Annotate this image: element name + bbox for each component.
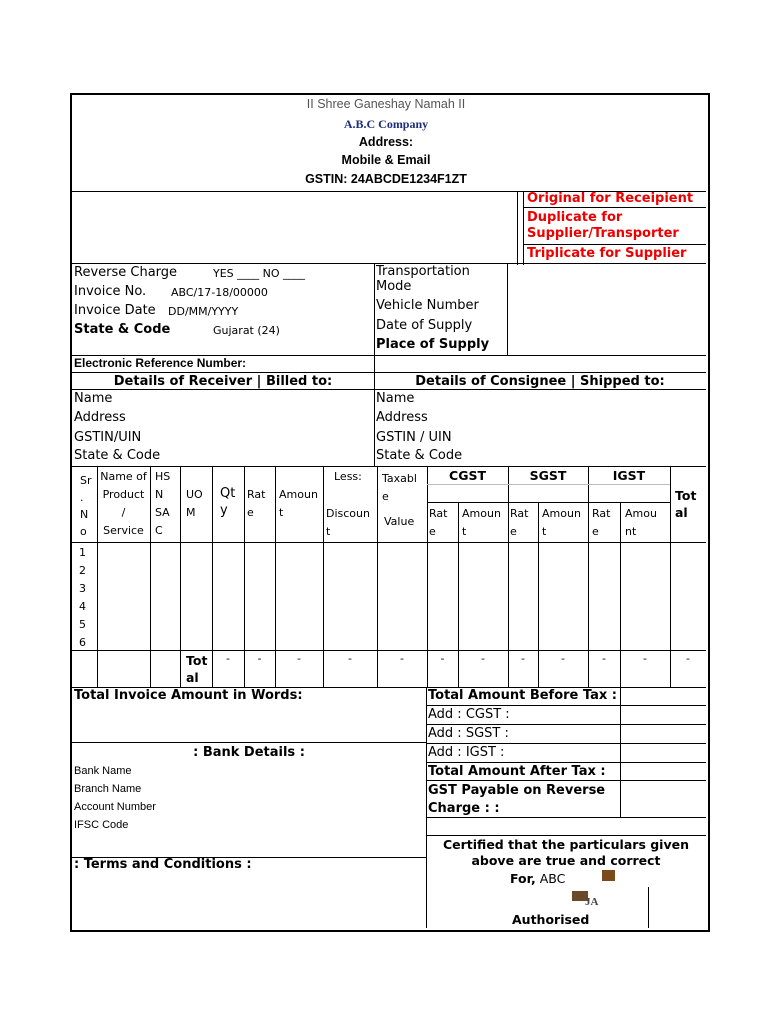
table-row: 6 [79,636,86,649]
total-cgst-rate: - [440,652,445,665]
row-numbers [79,544,86,652]
sgst-rate-header: Rat e [510,507,529,538]
total-grand: - [686,652,690,665]
igst-rate-header: Rat e [592,507,611,538]
invocation-text: II Shree Ganeshay Namah II [306,97,466,111]
total-row-label: Tot al [186,653,208,685]
total-discount: - [348,652,352,665]
transport-mode-line1: Transportation [376,264,470,279]
receiver-gstin-label: GSTIN/UIN [74,430,142,445]
reverse-charge-value: YES ____ NO ____ [213,267,306,280]
consignee-state-label: State & Code [376,448,463,463]
col-taxable-header: Taxabl e [382,472,417,503]
terms-title: : Terms and Conditions : [74,857,252,872]
col-total-header: Tot al [675,488,697,520]
electronic-reference-label: Electronic Reference Number: [74,356,247,370]
copy-duplicate-line2: Supplier/Transporter [527,226,679,241]
total-cgst-amount: - [481,652,485,665]
reverse-charge-label: Reverse Charge [74,265,178,280]
copy-triplicate: Triplicate for Supplier [527,246,687,261]
table-row: 3 [79,582,86,595]
col-rate-header: Rat e [247,488,266,519]
receiver-address-label: Address [74,410,126,425]
total-sgst-amount: - [561,652,565,665]
transport-mode-line2: Mode [376,279,412,294]
table-row: 5 [79,618,86,631]
col-srno-header: Sr . N o [80,474,92,538]
invoice-form [70,93,710,932]
consignee-gstin-label: GSTIN / UIN [376,430,452,445]
table-row: 1 [79,546,86,559]
total-rate: - [257,652,262,665]
gst-reverse-charge-label: GST Payable on Reverse Charge : : [428,783,606,816]
company-contact-label: Mobile & Email [341,153,431,167]
sgst-amount-header: Amoun t [542,507,581,538]
total-sgst-rate: - [521,652,525,665]
col-product-header: Name of Product / Service [100,470,147,537]
branch-name-label: Branch Name [74,783,142,795]
state-code-value: Gujarat (24) [213,324,280,337]
total-before-tax-label: Total Amount Before Tax : [428,688,617,703]
consignee-name-label: Name [376,391,415,406]
add-cgst-label: Add : CGST : [428,707,510,722]
consignee-address-label: Address [376,410,428,425]
receiver-title: Details of Receiver | Billed to: [113,374,333,389]
bank-details-title: : Bank Details : [193,745,305,760]
col-cgst-header: CGST [449,468,486,483]
add-igst-label: Add : IGST : [428,745,505,760]
copy-duplicate-line1: Duplicate for [527,210,623,225]
col-hsn-header: HS N SA C [155,470,171,537]
add-sgst-label: Add : SGST : [428,726,509,741]
for-company [510,871,565,886]
igst-amount-header: Amou nt [625,507,657,538]
place-of-supply-label: Place of Supply [376,337,490,352]
col-qty-header: Qt y [220,486,236,518]
total-after-tax-label: Total Amount After Tax : [428,764,606,779]
col-sgst-header: SGST [529,468,567,483]
col-less-header: Less: [334,470,362,483]
table-row: 2 [79,564,86,577]
receiver-state-label: State & Code [74,448,161,463]
total-taxable: - [400,652,404,665]
copy-original: Original for Receipient [527,191,694,206]
receiver-name-label: Name [74,391,113,406]
ifsc-code-label: IFSC Code [74,819,129,831]
certification-text: Certified that the particulars given above are true and correct [442,837,689,868]
col-amount-header: Amoun t [279,488,318,519]
seal-mark [602,870,615,881]
company-address-label: Address: [358,135,414,149]
date-of-supply-label: Date of Supply [376,318,473,333]
col-discount-header: Discoun t [326,507,370,538]
invoice-no-label: Invoice No. [74,284,147,299]
vehicle-number-label: Vehicle Number [376,298,479,313]
company-name: A.B.C Company [343,117,429,131]
invoice-no-value: ABC/17-18/00000 [171,286,268,299]
amount-in-words-label: Total Invoice Amount in Words: [74,688,303,703]
col-igst-header: IGST [612,468,646,483]
account-number-label: Account Number [74,801,156,813]
for-label: For, [510,871,536,886]
authorised-label: Authorised [512,912,590,927]
invoice-date-label: Invoice Date [74,303,156,318]
state-code-label: State & Code [74,322,171,337]
invoice-date-value: DD/MM/YYYY [168,305,239,318]
cgst-rate-header: Rat e [429,507,448,538]
for-company-value: ABC [539,871,566,886]
col-uom-header: UO M [186,488,203,519]
col-value-header: Value [384,515,415,528]
table-row: 4 [79,600,86,613]
total-igst-rate: - [602,652,606,665]
company-gstin: GSTIN: 24ABCDE1234F1ZT [305,172,467,186]
total-qty: - [226,652,230,665]
cgst-amount-header: Amoun t [462,507,501,538]
total-amount: - [297,652,301,665]
bank-name-label: Bank Name [74,765,132,777]
total-igst-amount: - [643,652,647,665]
company-logo-text: JA [585,896,599,908]
consignee-title: Details of Consignee | Shipped to: [415,374,665,389]
